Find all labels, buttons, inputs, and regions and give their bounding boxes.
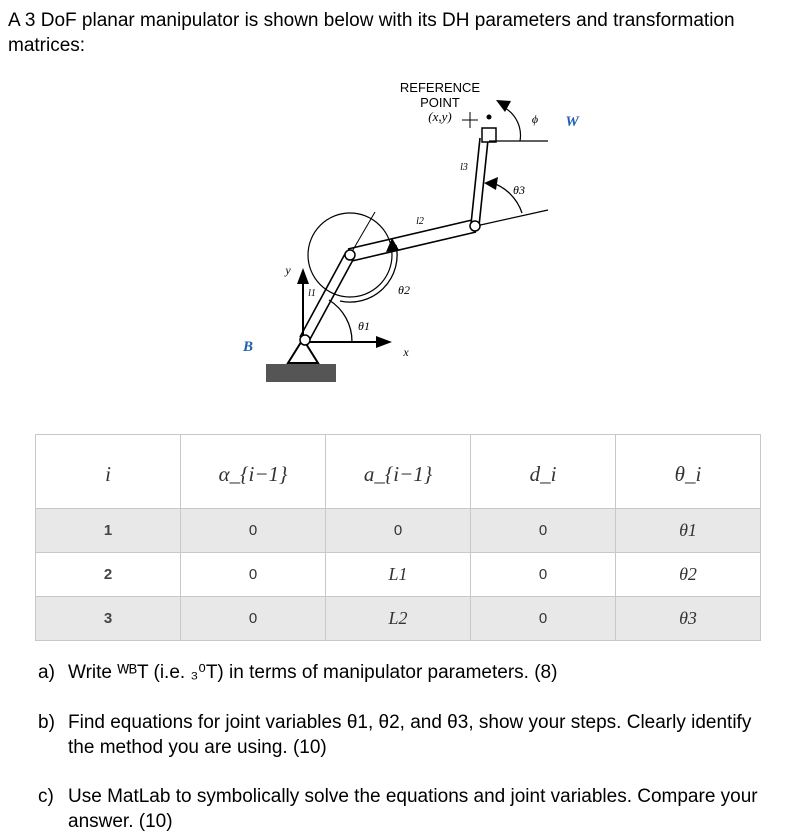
l1-label: l1 [308, 288, 316, 299]
l3-label: l3 [460, 162, 468, 173]
theta3-label: θ3 [513, 183, 525, 197]
dh-parameter-table [35, 434, 761, 641]
cell-d: 0 [471, 509, 616, 553]
end-effector [482, 128, 496, 142]
w-label: W [565, 114, 579, 130]
cell-theta: θ2 [616, 553, 761, 597]
cell-theta: θ1 [616, 509, 761, 553]
question-a-letter: a) [38, 662, 55, 683]
joint-3 [470, 221, 480, 231]
cell-i: 2 [36, 553, 181, 597]
question-b-text: Find equations for joint variables θ1, θ2, and θ3, show your steps. Clearly identify the method you are using. (10) [68, 712, 752, 758]
theta3-arrowhead [484, 177, 498, 190]
cell-d: 0 [471, 597, 616, 641]
y-axis-label: y [285, 263, 291, 277]
cell-alpha: 0 [181, 509, 326, 553]
table-row [36, 553, 761, 597]
cell-alpha: 0 [181, 597, 326, 641]
theta2-label: θ2 [398, 283, 410, 297]
reference-coords-label: (x,y) [428, 109, 452, 124]
b-label: B [242, 339, 254, 355]
table-row [36, 509, 761, 553]
intro-text: A 3 DoF planar manipulator is shown below with its DH parameters and transformation matrices: [8, 10, 735, 56]
phi-arc [505, 108, 520, 141]
question-c [38, 784, 768, 834]
cell-a: L1 [326, 553, 471, 597]
cell-d: 0 [471, 553, 616, 597]
cell-alpha: 0 [181, 553, 326, 597]
x-axis-arrowhead [376, 336, 392, 348]
question-b-letter: b) [38, 712, 55, 733]
link-2-edge-a [348, 220, 472, 249]
link-1-extension [350, 212, 375, 255]
cell-i: 1 [36, 509, 181, 553]
header-a: a_{i−1} [326, 435, 471, 509]
header-i: i [36, 435, 181, 509]
l2-label: l2 [416, 216, 424, 227]
table-header-row [36, 435, 761, 509]
question-c-text: Use MatLab to symbolically solve the equations and joint variables. Compare your answer. (10) [68, 786, 758, 832]
y-axis-arrowhead [297, 268, 309, 284]
x-axis-label: x [403, 345, 409, 359]
reference-label-2: POINT [420, 95, 460, 110]
cell-a: 0 [326, 509, 471, 553]
manipulator-diagram [0, 0, 788, 400]
joint-2 [345, 250, 355, 260]
header-d: d_i [471, 435, 616, 509]
phi-label: ϕ [531, 112, 539, 126]
header-alpha: α_{i−1} [181, 435, 326, 509]
question-a-text: Write ᵂᴮT (i.e. ₃⁰T) in terms of manipulator parameters. (8) [68, 662, 558, 683]
theta1-label: θ1 [358, 319, 370, 333]
reference-label-1: REFERENCE [399, 80, 481, 95]
question-a [38, 660, 768, 685]
cell-theta: θ3 [616, 597, 761, 641]
theta1-arc [329, 300, 352, 342]
link-1-edge-a [300, 252, 346, 337]
ground-base [266, 364, 336, 382]
header-theta: θ_i [616, 435, 761, 509]
link-1-edge-b [309, 258, 354, 341]
cell-i: 3 [36, 597, 181, 641]
link-3-edge-a [471, 138, 480, 224]
question-b [38, 710, 768, 760]
cell-a: L2 [326, 597, 471, 641]
link-2-edge-b [352, 232, 476, 261]
joint-1 [300, 335, 310, 345]
theta3-reference-line [476, 210, 548, 226]
question-c-letter: c) [38, 786, 54, 807]
table-row [36, 597, 761, 641]
reference-point-dot [487, 115, 492, 120]
